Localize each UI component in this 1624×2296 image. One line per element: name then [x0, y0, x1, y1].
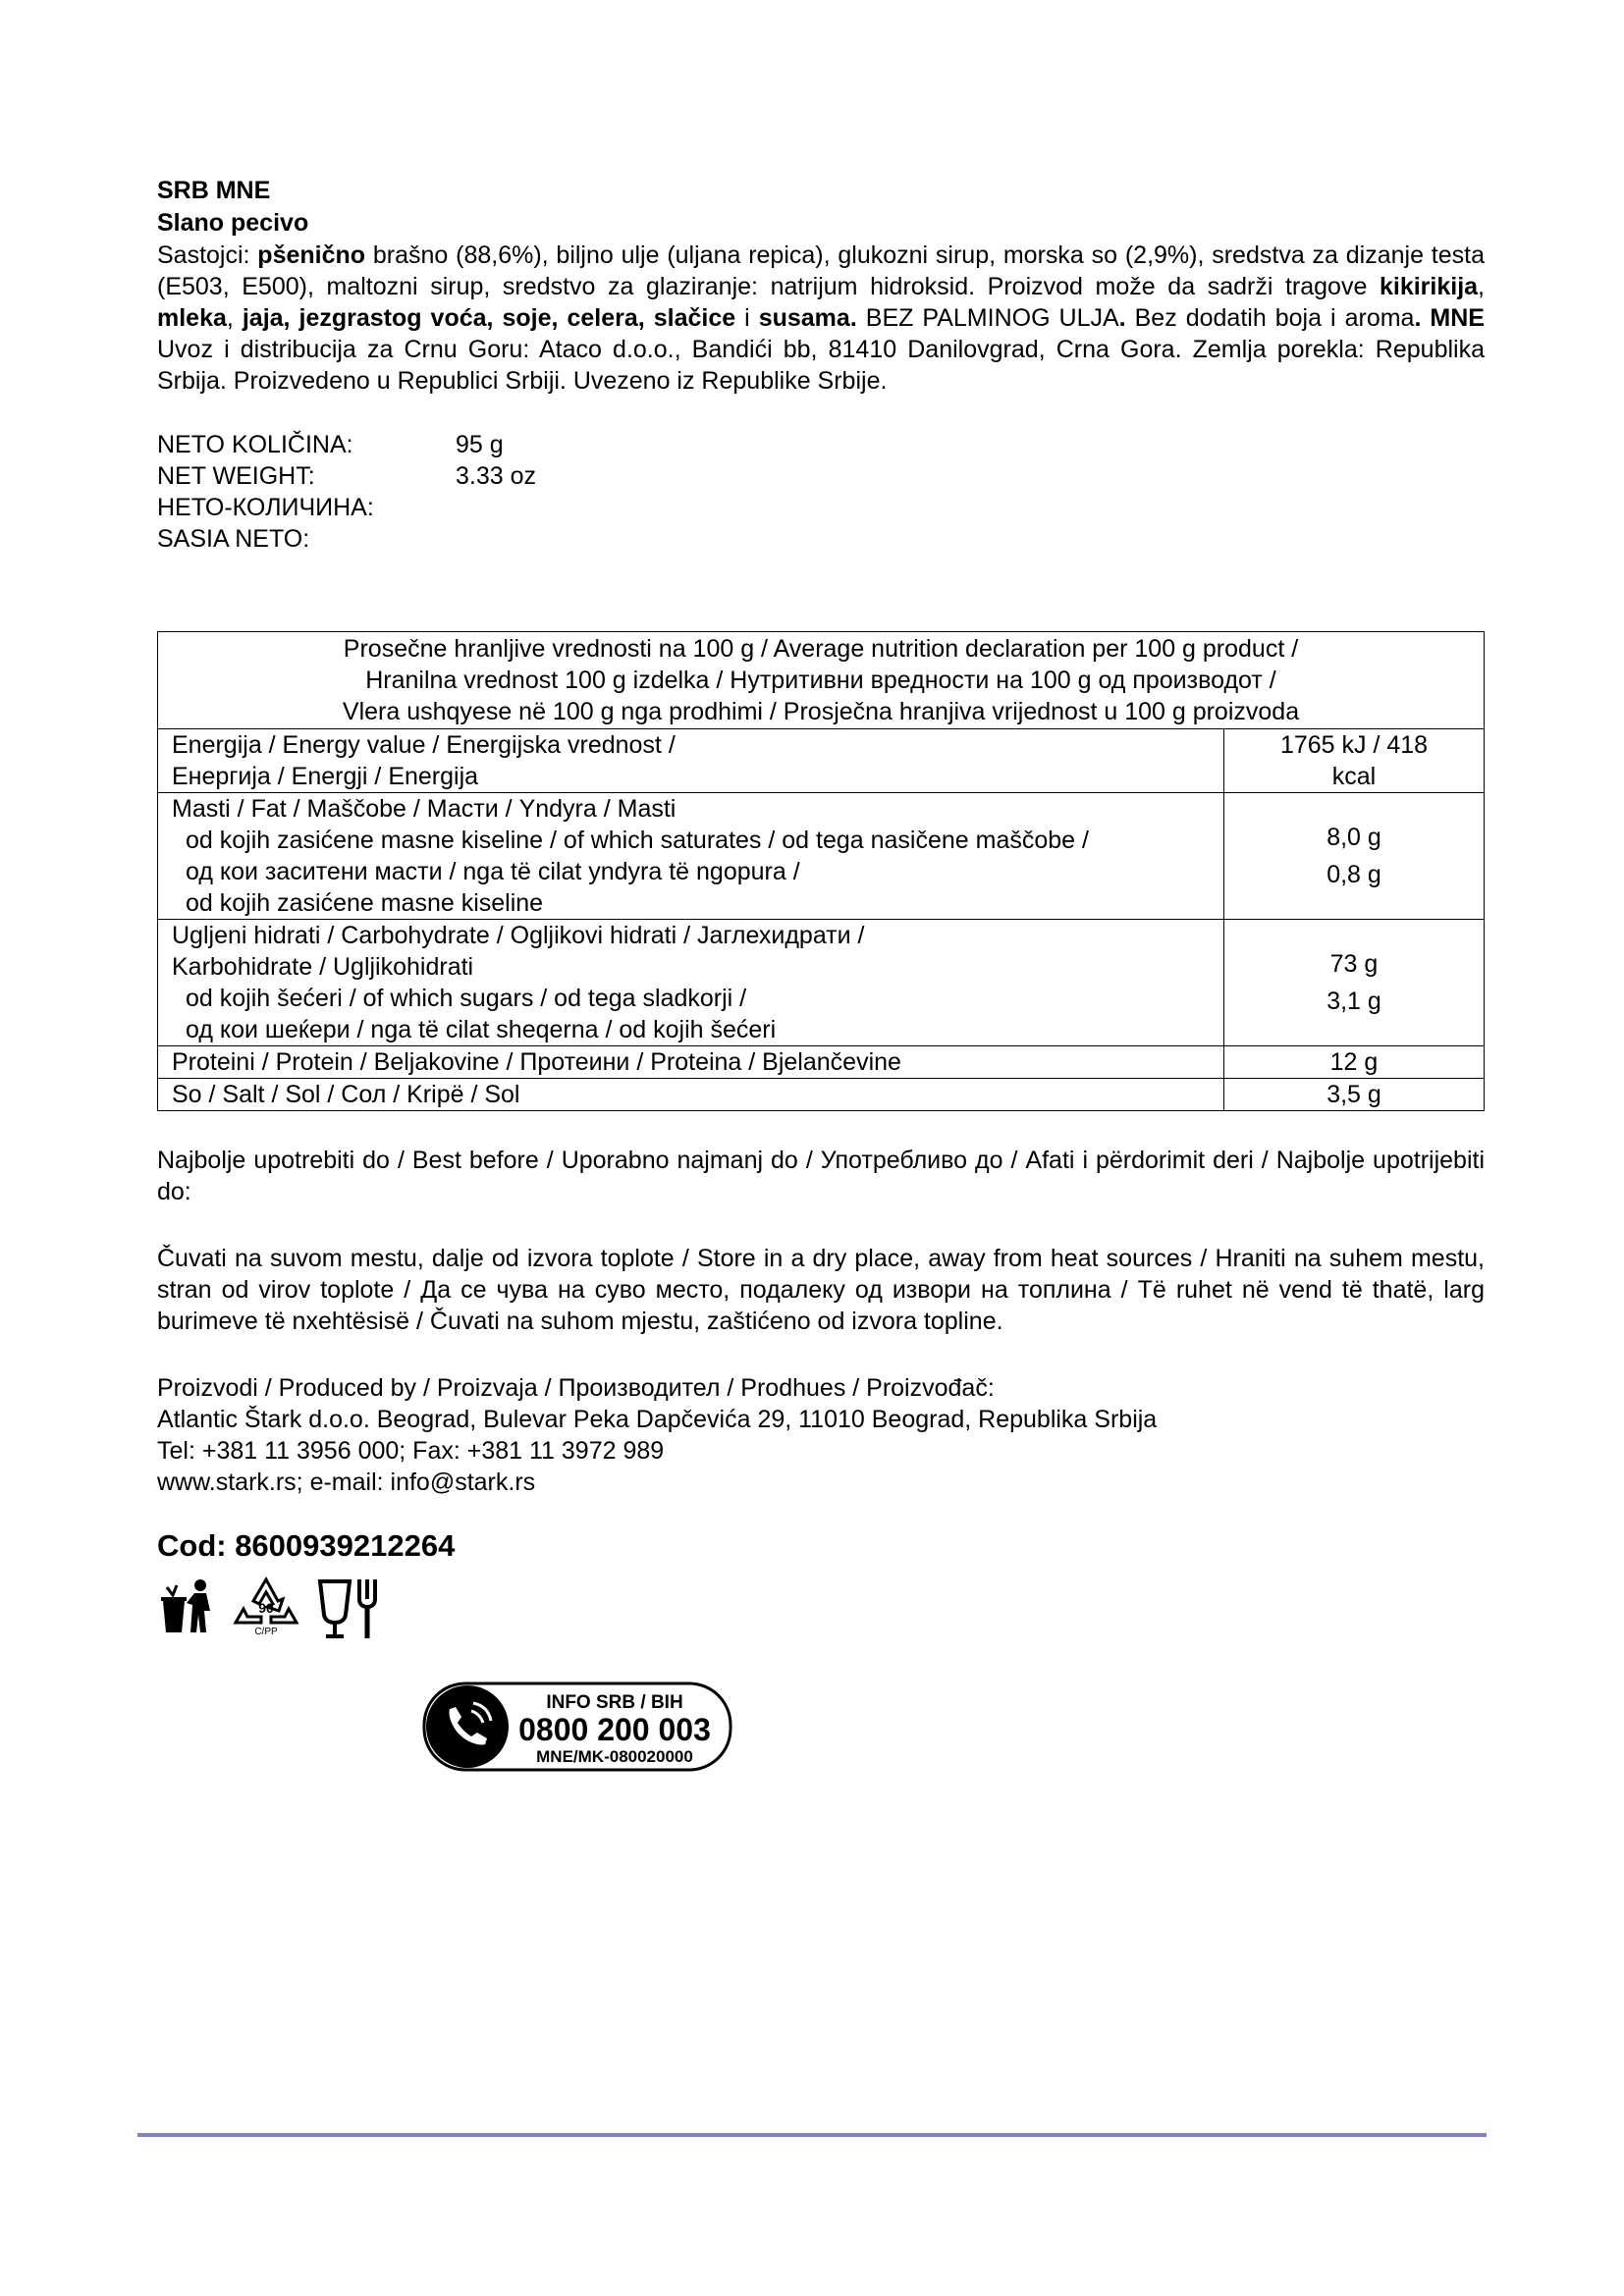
saturates-value: 0,8 g — [1326, 861, 1381, 888]
svg-text:90: 90 — [258, 1600, 274, 1616]
nutrition-header: Prosečne hranljive vrednosti na 100 g / Average nutrition declaration per 100 g product / Hranilna vrednost 100 g izdelka / Нутритивни вредности на 100 g од производот / Vlera ushqyese në 100 g nga prodhimi / Prosječna hranjiva vrijednost u 100 g proizvoda — [158, 632, 1485, 729]
net-weight-label: NET WEIGHT: — [157, 462, 315, 490]
footer-rule — [137, 2133, 1487, 2137]
symbol-row — [157, 1575, 1485, 1640]
producer-block — [157, 1372, 1485, 1498]
nutrition-header-row — [158, 632, 1485, 729]
producer-web: www.stark.rs; e-mail: info@stark.rs — [157, 1468, 536, 1496]
food-contact-icon — [316, 1575, 385, 1640]
info-hotline-badge — [422, 1682, 732, 1772]
sugars-value: 3,1 g — [1326, 988, 1381, 1015]
producer-heading: Proizvodi / Produced by / Proizvaja / Производител / Prodhues / Proizvođač: — [157, 1374, 995, 1402]
salt-value: 3,5 g — [1224, 1079, 1485, 1111]
protein-label: Proteini / Protein / Beljakovine / Протеини / Proteina / Bjelančevine — [158, 1046, 1224, 1079]
net-quantity-label: NETO KOLIČINA: — [157, 431, 353, 458]
ingredients-text: Sastojci: pšenično brašno (88,6%), biljno ulje (uljana repica), glukozni sirup, morska so (2,9%), sredstva za dizanje testa (E503, E500), maltozni sirup, sredstvo za glaziranje: natrijum hidroksid. Proizvod može da sadrži tragove kikirikija, mleka, jaja, jezgrastog voća, soje, celera, slačice i susama. BEZ PALMINOG ULJA. Bez dodatih boja i aroma. MNE Uvoz i distribucija za Crnu Goru: Ataco d.o.o., Bandići bb, 81410 Danilovgrad, Crna Gora. Zemlja porekla: Republika Srbija. Proizvedeno u Republici Srbiji. Uvezeno iz Republike Srbije. — [157, 241, 1485, 395]
fat-values — [1224, 793, 1485, 920]
storage-text: Čuvati na suvom mestu, dalje od izvora toplote / Store in a dry place, away from heat sources / Hraniti na suhem mestu, stran od virov toplote / Да се чува на суво место, подалеку од извори на топлина / Të ruhet në vend të thatë, larg burimeve të nxehtësisë / Čuvati na suhom mjestu, zaštićeno od izvora topline. — [157, 1245, 1485, 1335]
recycle-icon — [232, 1575, 300, 1636]
info-phone: 0800 200 003 — [518, 1712, 711, 1747]
energy-label: Energija / Energy value / Energijska vrednost / Енергија / Energji / Energija — [158, 729, 1224, 793]
nutrition-row-fat — [158, 793, 1485, 920]
fat-label: Masti / Fat / Maščobe / Масти / Yndyra / Masti od kojih zasićene masne kiseline / of which saturates / od tega nasičene maščobe / од кои заситени масти / nga të cilat yndyra të ngopura / od kojih zasićene masne kiseline — [158, 793, 1224, 920]
nutrition-table — [157, 631, 1485, 1111]
nutrition-row-protein — [158, 1046, 1485, 1079]
energy-value: 1765 kJ / 418 kcal — [1224, 729, 1485, 793]
label-document — [157, 175, 1485, 1640]
salt-label: So / Salt / Sol / Сол / Kripë / Sol — [158, 1079, 1224, 1111]
svg-text:C/PP: C/PP — [254, 1627, 278, 1636]
nutrition-row-energy — [158, 729, 1485, 793]
fat-value: 8,0 g — [1326, 824, 1381, 851]
info-title: INFO SRB / BIH — [546, 1692, 683, 1713]
carbohydrate-values — [1224, 920, 1485, 1046]
best-before-text: Najbolje upotrebiti do / Best before / Uporabno najmanj do / Употребливо до / Afati i përdorimit deri / Najbolje upotrijebiti do: — [157, 1147, 1485, 1205]
net-quantity-label-mk: НЕТО-КОЛИЧИНА: — [157, 494, 374, 521]
nutrition-row-carbohydrate — [158, 920, 1485, 1046]
product-code: Cod: 8600939212264 — [157, 1528, 456, 1563]
producer-phone: Tel: +381 11 3956 000; Fax: +381 11 3972 989 — [157, 1437, 665, 1465]
country-header: SRB MNE — [157, 177, 271, 204]
tidyman-icon — [157, 1575, 216, 1634]
carbohydrate-label: Ugljeni hidrati / Carbohydrate / Ogljikovi hidrati / Јаглехидрати / Karbohidrate / Ugljikohidrati od kojih šećeri / of which sugars / od tega sladkorji / од кои шеќери / nga të cilat sheqerna / od kojih šećeri — [158, 920, 1224, 1046]
carbohydrate-value: 73 g — [1329, 950, 1379, 978]
nutrition-row-salt — [158, 1079, 1485, 1111]
net-weight-value: 3.33 oz — [456, 462, 537, 490]
producer-address: Atlantic Štark d.o.o. Beograd, Bulevar Peka Dapčevića 29, 11010 Beograd, Republika Srbija — [157, 1406, 1158, 1433]
product-name: Slano pecivo — [157, 209, 309, 237]
net-quantity-label-al: SASIA NETO: — [157, 525, 310, 553]
protein-value: 12 g — [1224, 1046, 1485, 1079]
net-quantity-value: 95 g — [456, 431, 504, 458]
net-quantity-block — [157, 429, 1485, 555]
info-footer: MNE/MK-080020000 — [536, 1747, 693, 1766]
